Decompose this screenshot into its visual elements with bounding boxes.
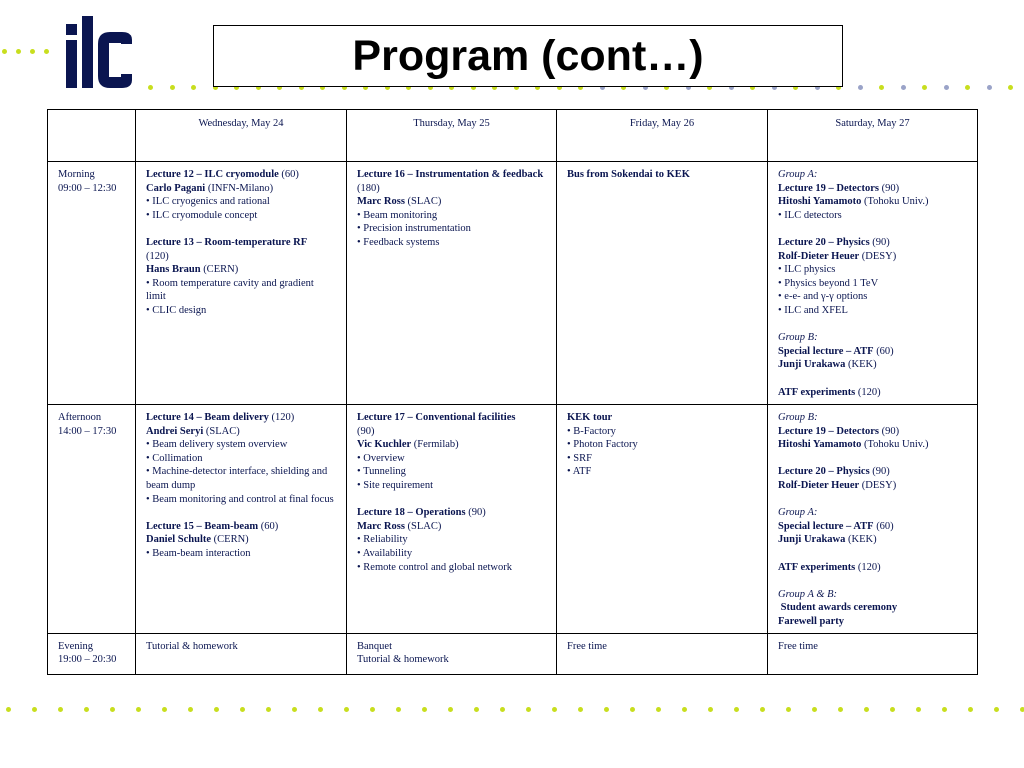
entry-text: • ATF bbox=[567, 466, 592, 478]
entry-title: Marc Ross bbox=[357, 196, 405, 208]
entry-text: • Beam monitoring bbox=[357, 209, 438, 221]
entry-line bbox=[357, 195, 546, 209]
schedule-cell bbox=[347, 633, 557, 674]
dot bbox=[994, 707, 999, 712]
entry-title: Junji Urakawa bbox=[778, 359, 846, 371]
dot bbox=[922, 85, 927, 90]
entry-text: • Tunneling bbox=[357, 466, 406, 478]
entry-line bbox=[778, 465, 967, 479]
entry-title: Lecture 19 – Detectors bbox=[778, 182, 879, 194]
entry-line bbox=[778, 209, 967, 223]
group-label: Group A & B: bbox=[778, 588, 838, 600]
entry-text: (60) bbox=[873, 345, 894, 357]
entry-text: (180) bbox=[357, 182, 380, 194]
entry-text: • Overview bbox=[357, 452, 405, 464]
entry-text: (120) bbox=[268, 412, 295, 423]
decorative-dots-top-left bbox=[0, 48, 60, 56]
entry-title: KEK tour bbox=[567, 412, 613, 423]
entry-text: (DESY) bbox=[859, 479, 897, 491]
entry-line bbox=[146, 425, 336, 439]
entry-text: (KEK) bbox=[845, 359, 877, 371]
session-name: Morning bbox=[58, 169, 95, 180]
entry-text: • Photon Factory bbox=[567, 439, 638, 451]
line-spacer bbox=[778, 493, 967, 507]
schedule-cell bbox=[557, 162, 768, 405]
entry-text: • e-e- and γ-γ options bbox=[778, 291, 868, 303]
line-spacer bbox=[778, 318, 967, 332]
entry-text: • Beam-beam interaction bbox=[146, 547, 251, 559]
entry-line bbox=[567, 425, 757, 439]
dot bbox=[191, 85, 196, 90]
session-name: Afternoon bbox=[58, 412, 102, 423]
entry-text: (60) bbox=[278, 169, 299, 180]
entry-title: Bus from Sokendai to KEK bbox=[567, 169, 690, 180]
entry-text: (INFN-Milano) bbox=[205, 182, 274, 194]
dot bbox=[812, 707, 817, 712]
entry-title: Lecture 12 – ILC cryomodule bbox=[146, 169, 279, 180]
entry-title: ATF experiments bbox=[778, 561, 856, 573]
entry-line bbox=[778, 386, 967, 400]
entry-text: • ILC cryomodule concept bbox=[146, 209, 258, 221]
entry-text: • Beam monitoring and control at final focus bbox=[146, 493, 334, 505]
entry-text: (120) bbox=[855, 561, 881, 573]
dot bbox=[734, 707, 739, 712]
dot bbox=[864, 707, 869, 712]
entry-text: (Tohoku Univ.) bbox=[861, 196, 929, 208]
entry-text: • Room temperature cavity and gradient limit bbox=[146, 277, 314, 303]
entry-line bbox=[146, 520, 336, 534]
entry-line bbox=[146, 533, 336, 547]
group-label: Group A: bbox=[778, 169, 818, 180]
entry-title: Lecture 13 – Room-temperature RF bbox=[146, 236, 308, 248]
dot bbox=[266, 707, 271, 712]
entry-text: • Precision instrumentation bbox=[357, 223, 471, 235]
entry-text: • SRF bbox=[567, 452, 592, 464]
schedule-cell bbox=[557, 633, 768, 674]
entry-title: Student awards ceremony bbox=[778, 602, 898, 614]
entry-line bbox=[146, 209, 336, 223]
line-spacer bbox=[778, 547, 967, 561]
entry-text: • Site requirement bbox=[357, 479, 433, 491]
schedule-cell bbox=[347, 405, 557, 634]
entry-text: Tutorial & homework bbox=[146, 640, 238, 652]
entry-line bbox=[357, 533, 546, 547]
entry-text: Tutorial & homework bbox=[357, 654, 449, 666]
entry-line bbox=[778, 533, 967, 547]
entry-line bbox=[146, 547, 336, 561]
entry-text: • Physics beyond 1 TeV bbox=[778, 277, 879, 289]
session-time: 14:00 – 17:30 bbox=[58, 425, 117, 437]
entry-text: • Collimation bbox=[146, 452, 203, 464]
line-spacer bbox=[778, 452, 967, 466]
schedule-cell bbox=[136, 405, 347, 634]
dot bbox=[188, 707, 193, 712]
dot bbox=[760, 707, 765, 712]
entry-text: • CLIC design bbox=[146, 304, 207, 316]
entry-line bbox=[778, 561, 967, 575]
entry-text: Free time bbox=[778, 640, 818, 652]
entry-text: (DESY) bbox=[859, 250, 897, 262]
entry-line bbox=[567, 411, 757, 425]
entry-line bbox=[778, 615, 967, 629]
entry-line bbox=[146, 236, 336, 250]
entry-line bbox=[357, 222, 546, 236]
day-header: Saturday, May 27 bbox=[768, 110, 978, 162]
entry-title: Daniel Schulte bbox=[146, 534, 212, 546]
entry-line bbox=[778, 236, 967, 250]
entry-line bbox=[778, 250, 967, 264]
session-name: Evening bbox=[58, 640, 93, 652]
entry-text: • ILC physics bbox=[778, 264, 836, 276]
dot bbox=[110, 707, 115, 712]
entry-title: Marc Ross bbox=[357, 520, 405, 532]
header-empty-cell bbox=[48, 110, 136, 162]
schedule-cell bbox=[136, 162, 347, 405]
entry-line bbox=[357, 438, 546, 452]
dot bbox=[656, 707, 661, 712]
page-title: Program (cont…) bbox=[352, 31, 704, 80]
entry-line bbox=[567, 168, 757, 182]
entry-line bbox=[567, 452, 757, 466]
entry-text: Banquet bbox=[357, 640, 392, 652]
title-box bbox=[213, 25, 843, 87]
session-time: 19:00 – 20:30 bbox=[58, 654, 117, 666]
entry-line bbox=[778, 345, 967, 359]
entry-text: (Tohoku Univ.) bbox=[861, 439, 929, 451]
dot bbox=[708, 707, 713, 712]
dot bbox=[2, 49, 7, 54]
entry-text: • B-Factory bbox=[567, 425, 616, 437]
dot bbox=[240, 707, 245, 712]
entry-title: Lecture 17 – Conventional facilities bbox=[357, 412, 516, 423]
entry-line bbox=[778, 290, 967, 304]
entry-line bbox=[146, 168, 336, 182]
entry-line bbox=[778, 479, 967, 493]
dot bbox=[44, 49, 49, 54]
entry-line bbox=[778, 331, 967, 345]
dot bbox=[30, 49, 35, 54]
entry-text: Free time bbox=[567, 640, 607, 652]
entry-line bbox=[357, 561, 546, 575]
entry-line bbox=[146, 465, 336, 492]
entry-title: Special lecture – ATF bbox=[778, 345, 874, 357]
entry-line bbox=[357, 640, 546, 654]
dot bbox=[318, 707, 323, 712]
dot bbox=[170, 85, 175, 90]
session-time: 09:00 – 12:30 bbox=[58, 182, 117, 194]
entry-title: Junji Urakawa bbox=[778, 534, 846, 546]
dot bbox=[500, 707, 505, 712]
entry-title: Lecture 20 – Physics bbox=[778, 236, 870, 248]
entry-line bbox=[357, 547, 546, 561]
line-spacer bbox=[146, 222, 336, 236]
entry-text: • ILC cryogenics and rational bbox=[146, 196, 270, 208]
dot bbox=[838, 707, 843, 712]
entry-text: (90) bbox=[465, 507, 486, 519]
entry-line bbox=[778, 588, 967, 602]
schedule-cell bbox=[347, 162, 557, 405]
entry-line bbox=[146, 640, 336, 654]
table-row-morning bbox=[48, 162, 978, 405]
entry-line bbox=[146, 263, 336, 277]
entry-line bbox=[567, 640, 757, 654]
entry-line bbox=[778, 425, 967, 439]
entry-line bbox=[146, 411, 336, 425]
schedule-cell bbox=[136, 633, 347, 674]
entry-line bbox=[778, 304, 967, 318]
schedule-cell bbox=[557, 405, 768, 634]
entry-title: Lecture 16 – Instrumentation & feedback bbox=[357, 169, 544, 180]
entry-line bbox=[778, 168, 967, 182]
dot bbox=[1008, 85, 1013, 90]
entry-line bbox=[146, 195, 336, 209]
entry-line bbox=[778, 277, 967, 291]
entry-line bbox=[146, 182, 336, 196]
entry-text: (90) bbox=[869, 466, 890, 478]
entry-line bbox=[778, 640, 967, 654]
entry-title: Lecture 15 – Beam-beam bbox=[146, 520, 259, 532]
program-table bbox=[47, 109, 978, 675]
line-spacer bbox=[357, 493, 546, 507]
entry-title: Vic Kuchler bbox=[357, 439, 412, 451]
dot bbox=[682, 707, 687, 712]
entry-text: • Reliability bbox=[357, 534, 408, 546]
entry-text: (120) bbox=[146, 250, 169, 262]
entry-line bbox=[778, 438, 967, 452]
ilc-logo bbox=[62, 14, 140, 92]
entry-text: (SLAC) bbox=[404, 196, 442, 208]
entry-line bbox=[567, 465, 757, 479]
dot bbox=[474, 707, 479, 712]
dot bbox=[422, 707, 427, 712]
dot bbox=[292, 707, 297, 712]
entry-text: • Beam delivery system overview bbox=[146, 439, 288, 451]
entry-title: Lecture 19 – Detectors bbox=[778, 425, 879, 437]
dot bbox=[786, 707, 791, 712]
entry-text: (90) bbox=[878, 182, 900, 194]
day-header: Friday, May 26 bbox=[557, 110, 768, 162]
dot bbox=[370, 707, 375, 712]
group-label: Group A: bbox=[778, 507, 818, 519]
dot bbox=[944, 85, 949, 90]
entry-line bbox=[357, 465, 546, 479]
entry-text: • Availability bbox=[357, 547, 413, 559]
table-row-evening bbox=[48, 633, 978, 674]
day-header: Wednesday, May 24 bbox=[136, 110, 347, 162]
dot bbox=[162, 707, 167, 712]
entry-line bbox=[778, 411, 967, 425]
entry-title: Lecture 14 – Beam delivery bbox=[146, 412, 269, 423]
entry-text: • Remote control and global network bbox=[357, 561, 513, 573]
dot bbox=[578, 707, 583, 712]
entry-line bbox=[357, 506, 546, 520]
line-spacer bbox=[778, 574, 967, 588]
dot bbox=[448, 707, 453, 712]
dot bbox=[901, 85, 906, 90]
entry-line bbox=[146, 493, 336, 507]
dot bbox=[1020, 707, 1024, 712]
entry-title: Hans Braun bbox=[146, 264, 201, 276]
dot bbox=[344, 707, 349, 712]
session-label bbox=[48, 162, 136, 405]
dot bbox=[942, 707, 947, 712]
dot bbox=[987, 85, 992, 90]
entry-title: Andrei Seryi bbox=[146, 425, 204, 437]
entry-title: Lecture 18 – Operations bbox=[357, 507, 466, 519]
dot bbox=[526, 707, 531, 712]
dot bbox=[916, 707, 921, 712]
dot bbox=[214, 707, 219, 712]
dot bbox=[630, 707, 635, 712]
table-header-row bbox=[48, 110, 978, 162]
dot bbox=[32, 707, 37, 712]
schedule-cell bbox=[768, 405, 978, 634]
entry-line bbox=[146, 304, 336, 318]
entry-line bbox=[357, 425, 546, 439]
line-spacer bbox=[778, 372, 967, 386]
entry-line bbox=[146, 438, 336, 452]
entry-title: Rolf-Dieter Heuer bbox=[778, 250, 860, 262]
entry-title: Rolf-Dieter Heuer bbox=[778, 479, 860, 491]
entry-text: • ILC and XFEL bbox=[778, 304, 848, 316]
entry-text: (SLAC) bbox=[404, 520, 442, 532]
entry-text: (120) bbox=[855, 386, 881, 398]
dot bbox=[552, 707, 557, 712]
entry-line bbox=[357, 452, 546, 466]
dot bbox=[16, 49, 21, 54]
schedule-cell bbox=[768, 633, 978, 674]
entry-text: (90) bbox=[878, 425, 900, 437]
entry-text: (SLAC) bbox=[203, 425, 240, 437]
entry-line bbox=[778, 358, 967, 372]
entry-title: ATF experiments bbox=[778, 386, 856, 398]
entry-line bbox=[778, 195, 967, 209]
entry-line bbox=[146, 452, 336, 466]
entry-title: Hitoshi Yamamoto bbox=[778, 196, 862, 208]
entry-line bbox=[778, 520, 967, 534]
entry-line bbox=[357, 411, 546, 425]
entry-line bbox=[146, 250, 336, 264]
entry-text: (CERN) bbox=[200, 264, 239, 276]
line-spacer bbox=[778, 222, 967, 236]
decorative-dots-bottom bbox=[0, 706, 1024, 714]
session-label bbox=[48, 405, 136, 634]
entry-line bbox=[778, 506, 967, 520]
dot bbox=[968, 707, 973, 712]
table-row-afternoon bbox=[48, 405, 978, 634]
entry-text: (90) bbox=[357, 425, 375, 437]
entry-title: Hitoshi Yamamoto bbox=[778, 439, 862, 451]
dot bbox=[858, 85, 863, 90]
dot bbox=[58, 707, 63, 712]
entry-text: • Machine-detector interface, shielding and beam dump bbox=[146, 466, 328, 491]
dot bbox=[890, 707, 895, 712]
entry-line bbox=[357, 236, 546, 250]
entry-text: (CERN) bbox=[211, 534, 249, 546]
entry-text: • ILC detectors bbox=[778, 209, 842, 221]
entry-line bbox=[778, 263, 967, 277]
dot bbox=[6, 707, 11, 712]
dot bbox=[84, 707, 89, 712]
entry-text: (60) bbox=[873, 520, 894, 532]
entry-line bbox=[778, 182, 967, 196]
entry-line bbox=[146, 277, 336, 304]
entry-text: (90) bbox=[869, 236, 890, 248]
entry-text: (KEK) bbox=[845, 534, 877, 546]
dot bbox=[965, 85, 970, 90]
entry-title: Lecture 20 – Physics bbox=[778, 466, 870, 478]
session-label bbox=[48, 633, 136, 674]
group-label: Group B: bbox=[778, 332, 818, 344]
dot bbox=[136, 707, 141, 712]
dot bbox=[604, 707, 609, 712]
entry-line bbox=[778, 601, 967, 615]
line-spacer bbox=[146, 506, 336, 520]
dot bbox=[396, 707, 401, 712]
group-label: Group B: bbox=[778, 412, 818, 423]
entry-line bbox=[357, 209, 546, 223]
entry-line bbox=[357, 479, 546, 493]
entry-title: Special lecture – ATF bbox=[778, 520, 874, 532]
entry-text: • Feedback systems bbox=[357, 236, 440, 248]
dot bbox=[148, 85, 153, 90]
entry-line bbox=[357, 168, 546, 195]
entry-title: Carlo Pagani bbox=[146, 182, 206, 194]
dot bbox=[879, 85, 884, 90]
entry-title: Farewell party bbox=[778, 615, 844, 627]
entry-text: (60) bbox=[258, 520, 279, 532]
entry-line bbox=[567, 438, 757, 452]
entry-line bbox=[357, 653, 546, 667]
entry-text: (Fermilab) bbox=[411, 439, 459, 451]
day-header: Thursday, May 25 bbox=[347, 110, 557, 162]
entry-line bbox=[357, 520, 546, 534]
schedule-cell bbox=[768, 162, 978, 405]
